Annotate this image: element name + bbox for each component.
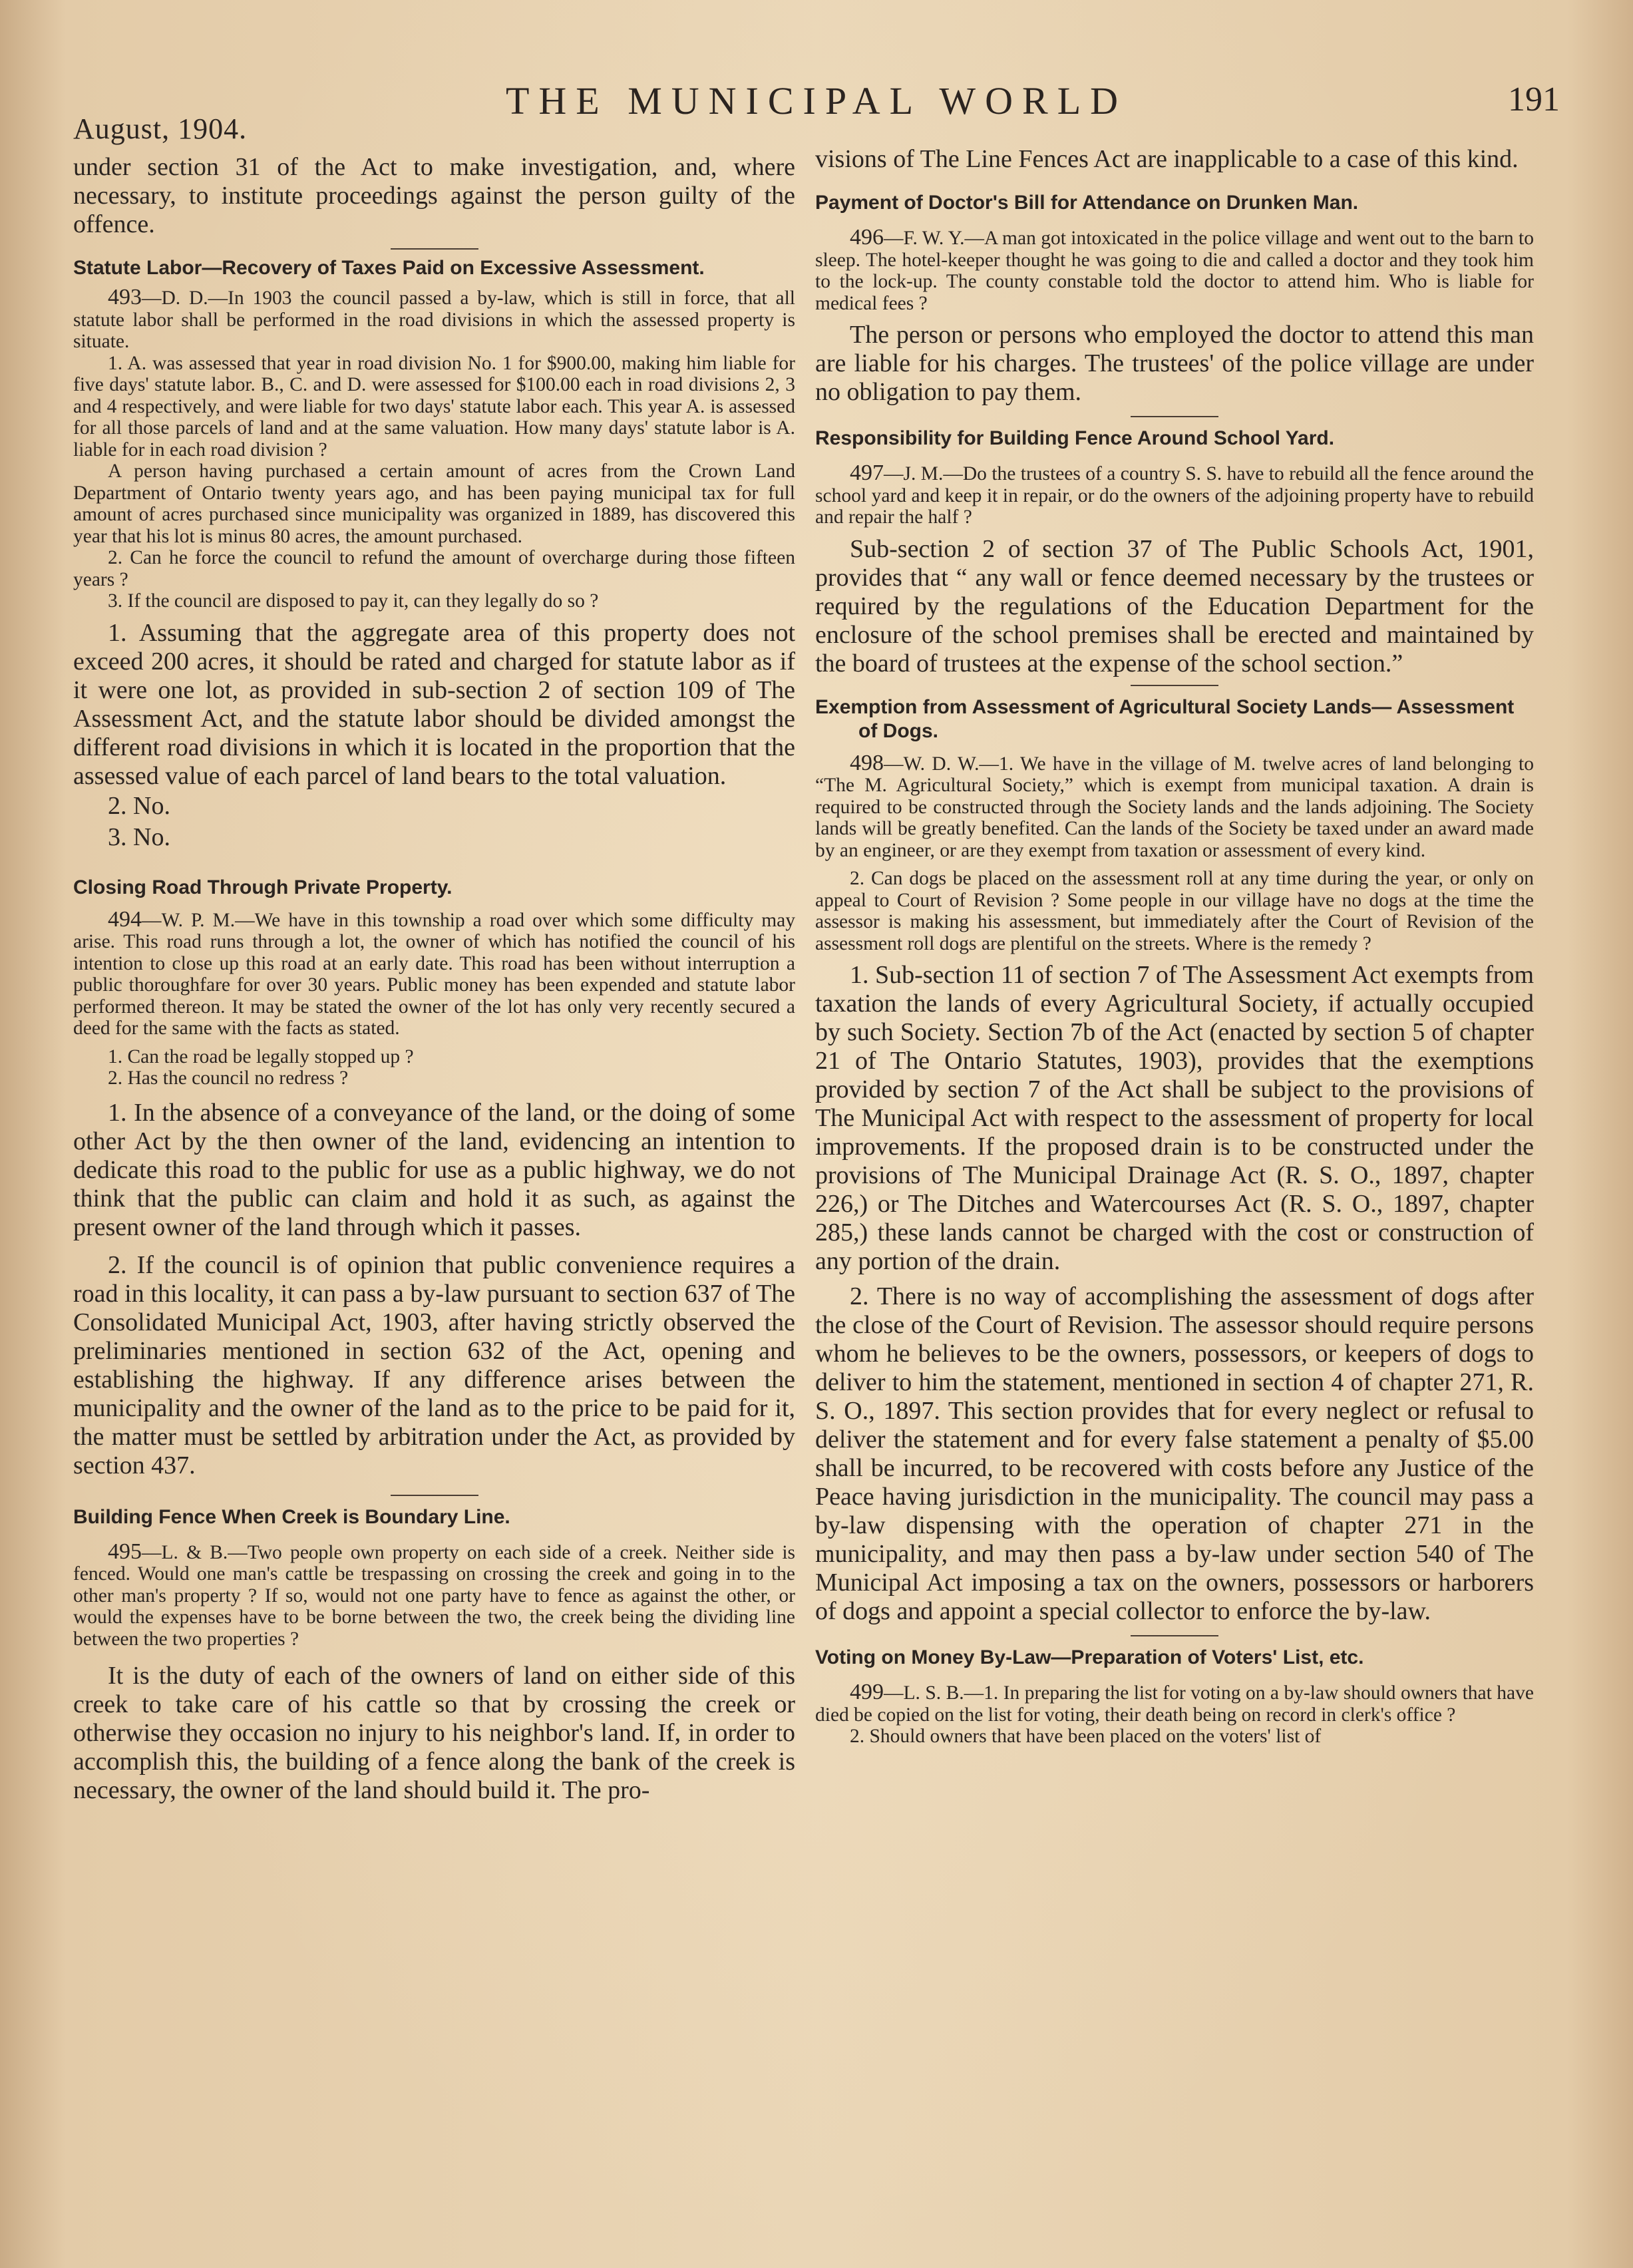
right-column <box>815 145 1534 1748</box>
section-heading: Exemption from Assessment of Agricultural Society Lands— Assessment of Dogs. <box>815 695 1515 742</box>
page-number: 191 <box>1508 81 1560 118</box>
section-heading: Statute Labor—Recovery of Taxes Paid on Excessive Assessment. <box>73 257 705 279</box>
left-column <box>73 153 795 1805</box>
question-paragraph: 494—W. P. M.—We have in this township a road over which some difficulty may arise. This road runs through a lot, the owner of which has notified the council of his intention to close up this road at an early date. This road has been without interruption a public thoroughfare for over 30 years. Public money has been expended and statute labor performed thereon. It may be stated the owner of the lot has only very recently secured a deed for the same with the facts as stated. <box>73 906 795 1039</box>
answer-paragraph: It is the duty of each of the owners of land on either side of this creek to take care of his cattle so that by crossing the creek or otherwise they occasion no injury to his neighbor's land. If, in order to accomplish this, the building of a fence along the bank of the creek is necessary, the owner of the land should build it. The pro- <box>73 1662 795 1804</box>
question-number: 494 <box>108 906 142 932</box>
answer-paragraph: 2. No. <box>108 791 170 820</box>
section-495 <box>73 1505 795 1805</box>
question-paragraph: 495—L. & B.—Two people own property on each side of a creek. Neither side is fenced. Would one man's cattle be trespassing on crossing the creek and going in to the other man's property ? If so, would not one party have to fence as against the other, or would the expenses have to be borne between the two, the creek being the dividing line between the two properties ? <box>73 1539 795 1650</box>
question-paragraph: 493—D. D.—In 1903 the council passed a by-law, which is still in force, that all statute labor shall be performed in the road divisions in which the assessed property is situate. <box>73 285 795 352</box>
section-heading: Building Fence When Creek is Boundary Line. <box>73 1505 510 1528</box>
question-paragraph: 496—F. W. Y.—A man got intoxicated in the police village and went out to the barn to sleep. The hotel-keeper thought he was going to die and called a doctor and they took him to the lock-up. The county constable told the doctor to attend him. Who is liable for medical fees ? <box>815 225 1534 314</box>
header-date: August, 1904. <box>73 112 248 145</box>
answer-paragraph: 2. There is no way of accomplishing the assessment of dogs after the close of the Court of Revision. The assessor should require persons whom he believes to be the owners, possessors, or keepers of dogs to deliver to him the statement, mentioned in section 4 of chapter 271, R. S. O., 1897. This section provides that for every neglect or refusal to deliver the statement and for every false statement a penalty of $5.00 shall be incurred, to be recovered with costs before any Justice of the Peace having jurisdiction in the municipality. The council may pass a by-law dispensing with the operation of chapter 271 in the municipality, and may then pass a by-law under section 540 of The Municipal Act imposing a tax on the owners, possessors or harborers of dogs and appoint a special collector to enforce the by-law. <box>815 1282 1534 1625</box>
answer-paragraph: The person or persons who employed the doctor to attend this man are liable for his charges. The trustees' of the police village are under no obligation to pay them. <box>815 321 1534 406</box>
section-heading: Payment of Doctor's Bill for Attendance on Drunken Man. <box>815 192 1359 214</box>
question-number: 495 <box>108 1539 142 1564</box>
page-header <box>73 79 1560 145</box>
question-paragraph: 499—L. S. B.—1. In preparing the list for voting on a by-law should owners that have died be copied on the list for voting, their death being on record in clerk's office ? <box>815 1680 1534 1726</box>
section-heading: Voting on Money By-Law—Preparation of Voters' List, etc. <box>815 1646 1364 1668</box>
continued-paragraph: visions of The Line Fences Act are inapplicable to a case of this kind. <box>815 145 1519 173</box>
answer-paragraph: 1. In the absence of a conveyance of the land, or the doing of some other Act by the then owner of the land, evidencing an intention to dedicate this road to the public for use as a public highway, we do not think that the public can claim and hold it as such, as against the present owner of the land through which it passes. <box>73 1098 795 1241</box>
intro-paragraph: under section 31 of the Act to make investigation, and, where necessary, to institute proceedings against the person guilty of the offence. <box>73 153 795 238</box>
question-paragraph: 2. Can he force the council to refund the amount of overcharge during those fifteen years ? <box>73 547 795 590</box>
section-heading: Responsibility for Building Fence Around School Yard. <box>815 427 1335 449</box>
question-number: 498 <box>850 750 884 775</box>
answer-paragraph: 1. Sub-section 11 of section 7 of The Assessment Act exempts from taxation the lands of every Agricultural Society, if actually occupied by such Society. Section 7b of the Act (enacted by section 5 of chapter 21 of The Ontario Statutes, 1903), provides that the exemptions provided by section 7 of the Act shall be subject to the provisions of The Municipal Act with respect to the assessment of property for local improvements. If the proposed drain is to be constructed under the provisions of The Municipal Drainage Act (R. S. O., 1897, chapter 226,) or The Ditches and Watercourses Act (R. S. O., 1897, chapter 285,) these lands cannot be charged with the cost or construction of any portion of the drain. <box>815 961 1534 1275</box>
publication-title: THE MUNICIPAL WORLD <box>505 79 1128 122</box>
section-498 <box>815 695 1534 1626</box>
question-number: 496 <box>850 225 884 250</box>
question-paragraph: 497—J. M.—Do the trustees of a country S. S. have to rebuild all the fence around the school yard and keep it in repair, or do the owners of the adjoining property have to rebuild and repair the half ? <box>815 461 1534 528</box>
question-paragraph: 2. Can dogs be placed on the assessment roll at any time during the year, or only on appeal to Court of Revision ? Some people in our village have no dogs at the time the assessor is making his assessment, but immediately after the Court of Revision of the assessment roll dogs are plentiful on the streets. Where is the remedy ? <box>815 868 1534 954</box>
question-number: 497 <box>850 461 884 485</box>
answer-paragraph: Sub-section 2 of section 37 of The Public Schools Act, 1901, provides that “ any wall or fence deemed necessary by the trustees or required by the regulations of the Education Department for the enclosure of the school premises shall be erected and maintained by the board of trustees at the expense of the school section.” <box>815 534 1534 677</box>
question-number: 493 <box>108 285 142 309</box>
question-paragraph: 1. Can the road be legally stopped up ? <box>108 1045 414 1067</box>
answer-paragraph: 3. No. <box>108 823 170 851</box>
section-496 <box>815 191 1534 407</box>
section-494 <box>73 876 795 1480</box>
question-paragraph: 3. If the council are disposed to pay it, can they legally do so ? <box>108 590 599 612</box>
question-paragraph: 1. A. was assessed that year in road division No. 1 for $900.00, making him liable for five days' statute labor. B., C. and D. were assessed for $100.00 each in road divisions 2, 3 and 4 respectively, and were liable for two days' statute labor each. This year A. is assessed for all those parcels of land and at the same valuation. How many days' statute labor is A. liable for in each road division ? <box>73 352 795 461</box>
answer-paragraph: 1. Assuming that the aggregate area of this property does not exceed 200 acres, it should be rated and charged for statute labor as if it were one lot, as provided in sub-section 2 of section 109 of The Assessment Act, and the statute labor should be divided amongst the different road divisions in which it is located in the proportion that the assessed value of each parcel of land bears to the total valuation. <box>73 618 795 790</box>
question-paragraph: A person having purchased a certain amount of acres from the Crown Land Department of Ontario twenty years ago, and has been paying municipal tax for full amount of acres purchased since municipality was organized in 1889, has discovered this year that his lot is minus 80 acres, the amount purchased. <box>73 461 795 547</box>
section-493 <box>73 256 795 853</box>
question-paragraph: 2. Has the council no redress ? <box>108 1067 349 1089</box>
question-paragraph: 498—W. D. W.—1. We have in the village of M. twelve acres of land belonging to “The M. Agricultural Society,” which is exempt from municipal taxation. A drain is required to be constructed through the Society lands and the lands adjoining. The Society lands will be greatly benefited. Can the lands of the Society be taxed under an award made by an engineer, or are they exempt from taxation or assessment of every kind. <box>815 750 1534 861</box>
section-heading: Closing Road Through Private Property. <box>73 876 453 898</box>
question-number: 499 <box>850 1680 884 1704</box>
section-499 <box>815 1646 1534 1748</box>
answer-paragraph: 2. If the council is of opinion that public convenience requires a road in this locality, it can pass a by-law pursuant to section 637 of The Consolidated Municipal Act, 1903, after having strictly observed the preliminaries mentioned in section 632 of the Act, opening and establishing the highway. If any difference arises between the municipality and the owner of the land as to the price to be paid for it, the matter must be settled by arbitration under the Act, as provided by section 437. <box>73 1250 795 1479</box>
question-paragraph: 2. Should owners that have been placed on the voters' list of <box>850 1726 1322 1747</box>
section-497 <box>815 427 1534 678</box>
